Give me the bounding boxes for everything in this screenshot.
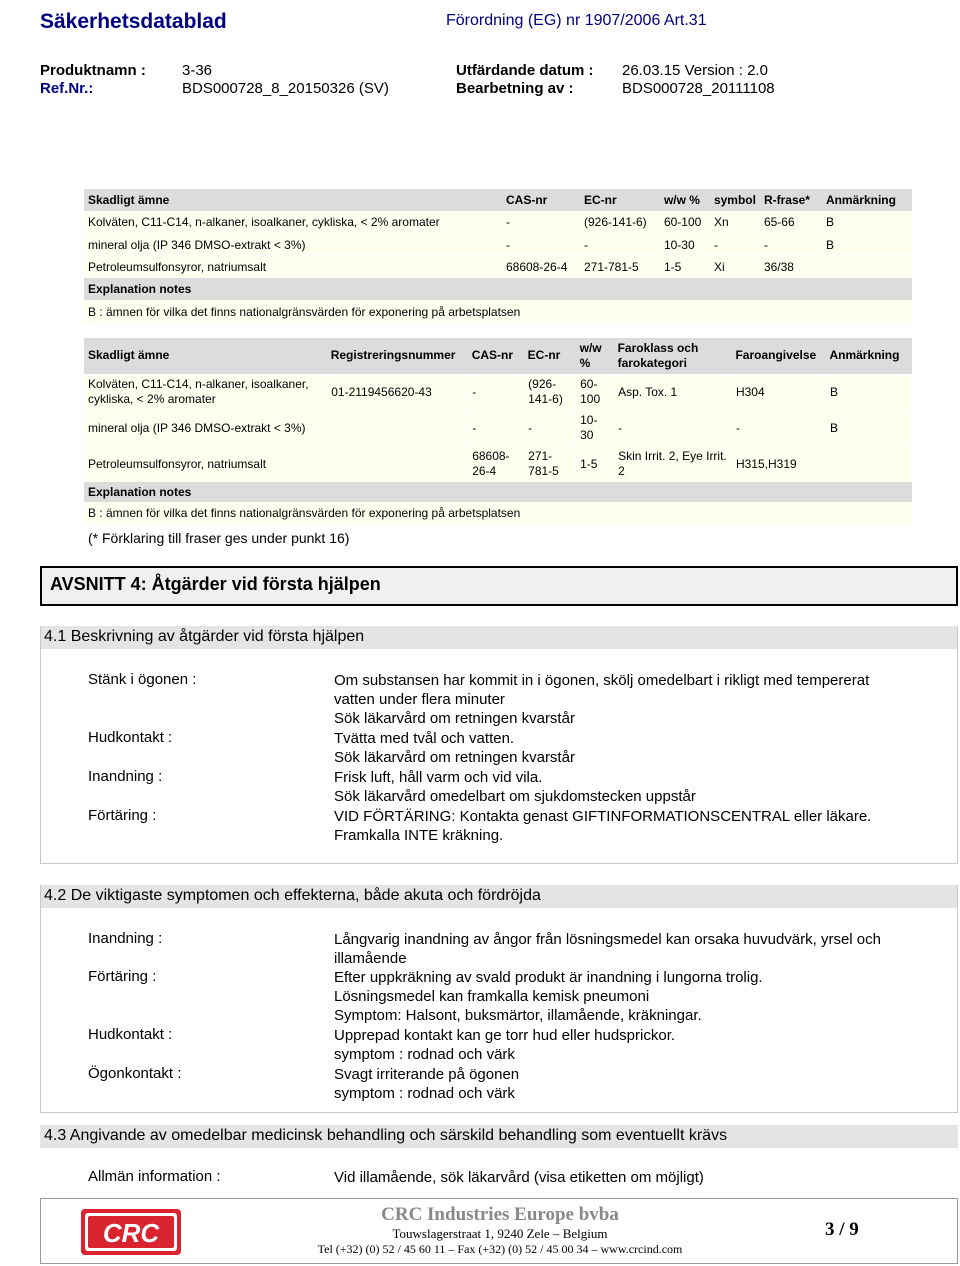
cell: 60-100: [576, 374, 614, 410]
text-line: Framkalla INTE kräkning.: [334, 827, 504, 845]
cell: Petroleumsulfonsyror, natriumsalt: [84, 256, 502, 278]
page-footer: [40, 1198, 958, 1264]
page-number: 3 / 9: [825, 1219, 859, 1240]
edit-label: Bearbetning av :: [456, 80, 574, 97]
inhalation-text: [334, 768, 894, 806]
text-line: Sök läkarvård omedelbart om sjukdomstecken uppstår: [334, 788, 696, 806]
col-header: CAS-nr: [502, 189, 580, 211]
cell: 10-30: [576, 410, 614, 446]
product-label: Produktnamn :: [40, 62, 146, 79]
cell: [825, 446, 911, 482]
table-row: [84, 256, 912, 278]
ingestion-label: Förtäring :: [88, 807, 157, 824]
cell: [327, 410, 468, 446]
edit-value: BDS000728_20111108: [622, 80, 775, 97]
text-line: VID FÖRTÄRING: Kontakta genast GIFTINFORMATIONSCENTRAL eller läkare.: [334, 808, 872, 825]
document-title: Säkerhetsdatablad: [40, 10, 227, 33]
explanation-text: B : ämnen för vilka det finns nationalgränsvärden för exponering på arbetsplatsen: [84, 300, 912, 322]
table-row: [84, 234, 912, 256]
issue-date-label: Utfärdande datum :: [456, 62, 594, 79]
text-line: Efter uppkräkning av svald produkt är inandning i lungorna trolig.: [334, 969, 763, 986]
text-line: Frisk luft, håll varm och vid vila.: [334, 769, 543, 786]
explanation-text-row: [84, 300, 912, 322]
company-contact: Tel (+32) (0) 52 / 45 60 11 – Fax (+32) (0) 52 / 45 00 34 – www.crcind.com: [317, 1242, 683, 1256]
cell: B: [825, 410, 911, 446]
company-address: Touwslagerstraat 1, 9240 Zele – Belgium: [392, 1226, 608, 1241]
cell: B: [822, 234, 912, 256]
cell: -: [502, 211, 580, 233]
cell: 271-781-5: [580, 256, 660, 278]
cell: Asp. Tox. 1: [614, 374, 732, 410]
phrases-note: (* Förklaring till fraser ges under punkt 16): [88, 530, 350, 546]
cell: Kolväten, C11-C14, n-alkaner, isoalkaner, cykliska, < 2% aromater: [84, 211, 502, 233]
company-name: CRC Industries Europe bvba: [381, 1204, 619, 1225]
cell: 36/38: [760, 256, 822, 278]
cell: 01-2119456620-43: [327, 374, 468, 410]
col-header: Skadligt ämne: [84, 338, 327, 374]
issue-date-value: 26.03.15 Version : 2.0: [622, 62, 768, 79]
symptom-skin-text: [334, 1026, 894, 1064]
col-header: Anmärkning: [825, 338, 911, 374]
symptom-skin-label: Hudkontakt :: [88, 1026, 173, 1043]
table-row: [84, 211, 912, 233]
symptom-inhalation-label: Inandning :: [88, 930, 163, 947]
cell: -: [760, 234, 822, 256]
text-line: symptom : rodnad och värk: [334, 1085, 515, 1103]
section-4-heading: AVSNITT 4: Åtgärder vid första hjälpen: [40, 566, 958, 606]
text-line: Långvarig inandning av ångor från lösningsmedel kan orsaka huvudvärk, yrsel och illamående: [334, 931, 881, 968]
col-header: Faroangivelse: [731, 338, 825, 374]
col-header: Skadligt ämne: [84, 189, 502, 211]
table-row: [84, 410, 912, 446]
cell: -: [710, 234, 760, 256]
col-header: R-frase*: [760, 189, 822, 211]
cell: B: [825, 374, 911, 410]
text-line: Tvätta med tvål och vatten.: [334, 730, 515, 747]
symptom-ingestion-text: [334, 968, 894, 1026]
col-header: EC-nr: [524, 338, 576, 374]
col-header: EC-nr: [580, 189, 660, 211]
cell: -: [524, 410, 576, 446]
explanation-title: Explanation notes: [84, 482, 912, 502]
general-info-label: Allmän information :: [88, 1168, 221, 1185]
explanation-text: B : ämnen för vilka det finns nationalgränsvärden för exponering på arbetsplatsen: [84, 502, 912, 524]
cell: H315,H319: [731, 446, 825, 482]
text-line: Upprepad kontakt kan ge torr hud eller hudsprickor.: [334, 1027, 676, 1044]
cell: [822, 256, 912, 278]
symptom-ingestion-label: Förtäring :: [88, 968, 157, 985]
cell: Xi: [710, 256, 760, 278]
cell: 60-100: [660, 211, 710, 233]
subsection-4-2-title: 4.2 De viktigaste symptomen och effekterna, både akuta och fördröjda: [40, 885, 958, 908]
cell: Xn: [710, 211, 760, 233]
table-row: [84, 446, 912, 482]
subsection-4-3-title: 4.3 Angivande av omedelbar medicinsk behandling och särskild behandling som eventuellt krävs: [40, 1125, 958, 1148]
cell: mineral olja (IP 346 DMSO-extrakt < 3%): [84, 234, 502, 256]
cell: Skin Irrit. 2, Eye Irrit. 2: [614, 446, 732, 482]
cell: -: [468, 410, 524, 446]
cell: -: [580, 234, 660, 256]
hazardous-substances-table-clp: [84, 338, 912, 524]
text-line: Symptom: Halsont, buksmärtor, illamående, kräkningar.: [334, 1007, 702, 1025]
cell: B: [822, 211, 912, 233]
skin-contact-text: [334, 729, 894, 767]
regulation-ref: Förordning (EG) nr 1907/2006 Art.31: [446, 12, 707, 29]
cell: -: [731, 410, 825, 446]
hazardous-substances-table-rphrases: [84, 189, 912, 323]
col-header: Registreringsnummer: [327, 338, 468, 374]
cell: 271-781-5: [524, 446, 576, 482]
eye-contact-label: Stänk i ögonen :: [88, 671, 197, 688]
symptom-eye-text: [334, 1065, 894, 1103]
cell: (926-141-6): [580, 211, 660, 233]
cell: (926-141-6): [524, 374, 576, 410]
table-header-row: [84, 189, 912, 211]
explanation-title: Explanation notes: [84, 278, 912, 300]
cell: [327, 446, 468, 482]
col-header: symbol: [710, 189, 760, 211]
table-row: [84, 374, 912, 410]
cell: 65-66: [760, 211, 822, 233]
subsection-4-1-title: 4.1 Beskrivning av åtgärder vid första hjälpen: [40, 626, 958, 649]
cell: mineral olja (IP 346 DMSO-extrakt < 3%): [84, 410, 327, 446]
cell: H304: [731, 374, 825, 410]
col-header: Anmärkning: [822, 189, 912, 211]
cell: Petroleumsulfonsyror, natriumsalt: [84, 446, 327, 482]
skin-contact-label: Hudkontakt :: [88, 729, 173, 746]
explanation-title-row: [84, 482, 912, 502]
explanation-text-row: [84, 502, 912, 524]
text-line: Lösningsmedel kan framkalla kemisk pneumoni: [334, 988, 650, 1006]
col-header: CAS-nr: [468, 338, 524, 374]
col-header: w/w %: [576, 338, 614, 374]
general-info-text: Vid illamående, sök läkarvård (visa etiketten om möjligt): [334, 1169, 704, 1186]
cell: 68608-26-4: [502, 256, 580, 278]
logo-text: CRC: [102, 1218, 160, 1248]
text-line: Svagt irriterande på ögonen: [334, 1066, 520, 1083]
cell: -: [614, 410, 732, 446]
symptom-eye-label: Ögonkontakt :: [88, 1065, 182, 1082]
inhalation-label: Inandning :: [88, 768, 163, 785]
col-header: Faroklass och farokategori: [614, 338, 732, 374]
col-header: w/w %: [660, 189, 710, 211]
text-line: Om substansen har kommit in i ögonen, skölj omedelbart i rikligt med tempererat vatten under flera minuter: [334, 672, 870, 709]
cell: 1-5: [576, 446, 614, 482]
ref-value: BDS000728_8_20150326 (SV): [182, 80, 389, 97]
cell: -: [502, 234, 580, 256]
text-line: symptom : rodnad och värk: [334, 1046, 515, 1064]
ingestion-text: [334, 807, 894, 845]
product-value: 3-36: [182, 62, 213, 79]
ref-label: Ref.Nr.:: [40, 80, 94, 97]
cell: Kolväten, C11-C14, n-alkaner, isoalkaner, cykliska, < 2% aromater: [84, 374, 327, 410]
table-header-row: [84, 338, 912, 374]
symptom-inhalation-text: [334, 930, 894, 968]
text-line: Sök läkarvård om retningen kvarstår: [334, 749, 575, 767]
explanation-title-row: [84, 278, 912, 300]
eye-contact-text: [334, 671, 894, 729]
cell: 1-5: [660, 256, 710, 278]
text-line: Sök läkarvård om retningen kvarstår: [334, 710, 575, 728]
cell: -: [468, 374, 524, 410]
cell: 68608-26-4: [468, 446, 524, 482]
cell: 10-30: [660, 234, 710, 256]
